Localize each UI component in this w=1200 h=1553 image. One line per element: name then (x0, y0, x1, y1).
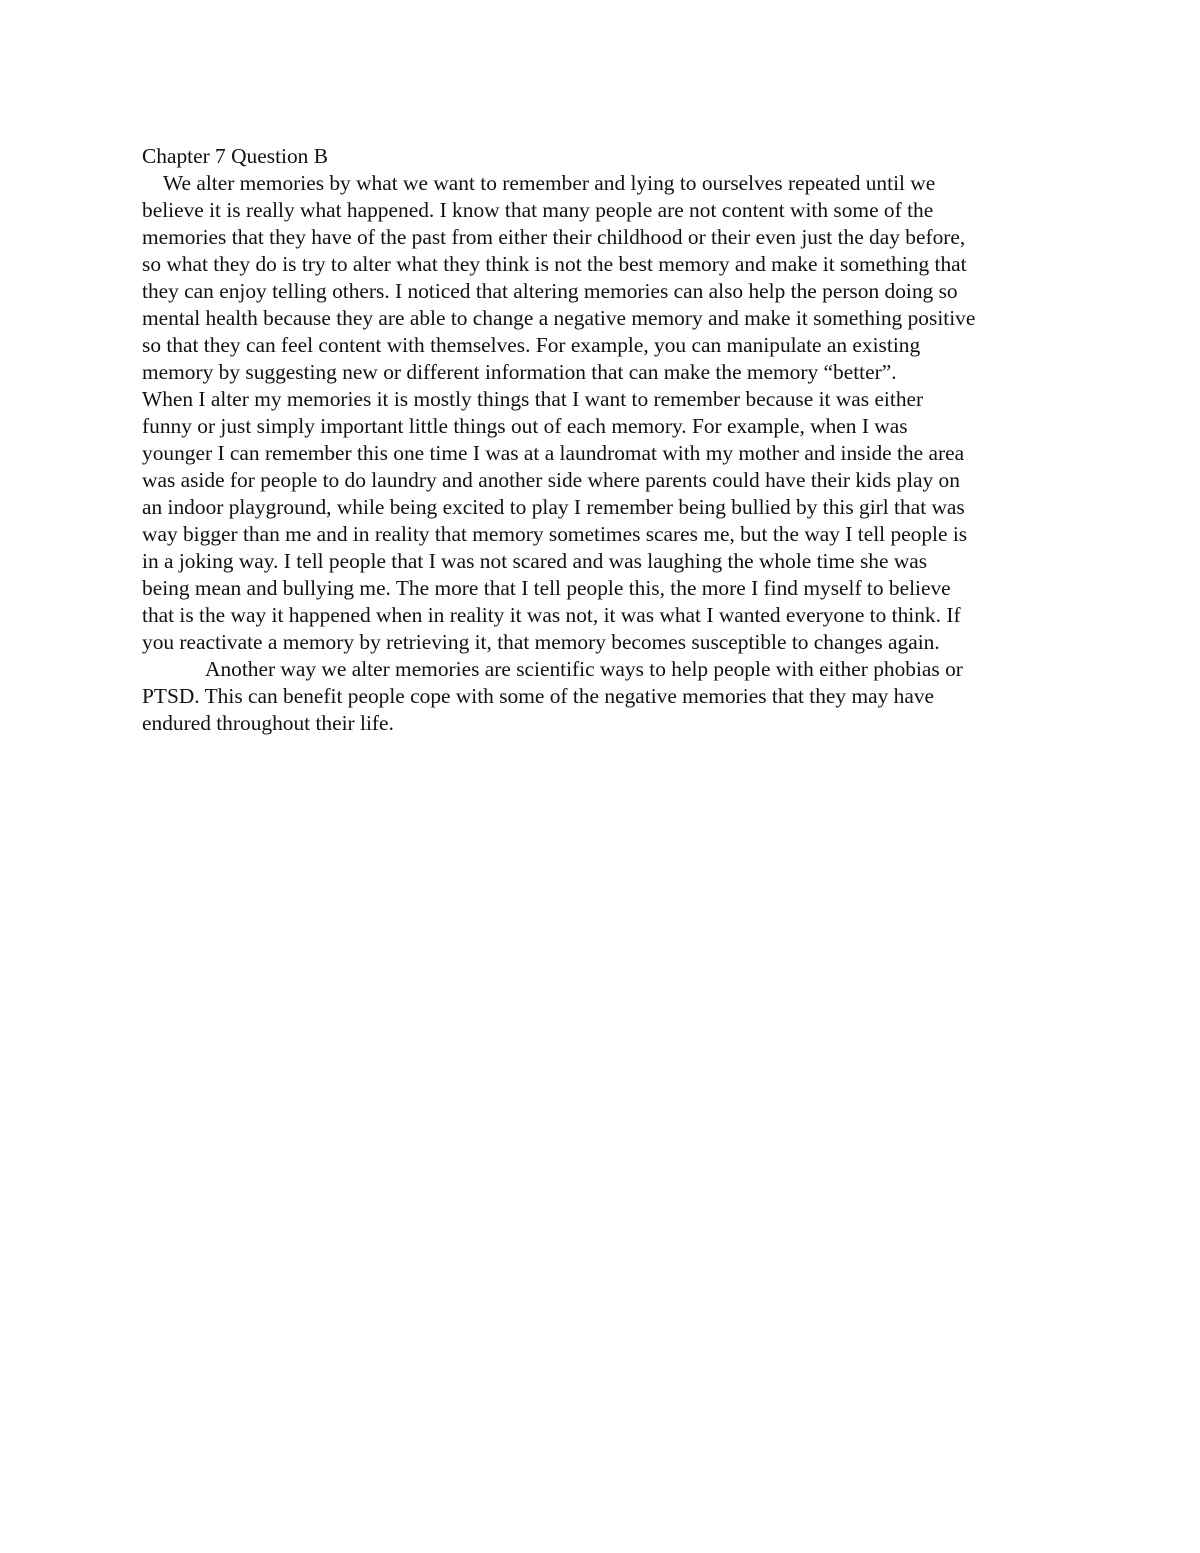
text-line: younger I can remember this one time I was at a laundromat with my mother and inside the area (142, 441, 965, 465)
text-line: Another way we alter memories are scientific ways to help people with either phobias or (142, 657, 963, 681)
text-line: was aside for people to do laundry and another side where parents could have their kids play on (142, 468, 960, 492)
text-line: in a joking way. I tell people that I was not scared and was laughing the whole time she was (142, 549, 928, 573)
text-line: way bigger than me and in reality that memory sometimes scares me, but the way I tell people is (142, 522, 968, 546)
text-line: they can enjoy telling others. I noticed that altering memories can also help the person doing so (142, 279, 958, 303)
text-line: you reactivate a memory by retrieving it, that memory becomes susceptible to changes again. (142, 630, 940, 654)
text-line: so what they do is try to alter what they think is not the best memory and make it something that (142, 252, 967, 276)
text-line: endured throughout their life. (142, 711, 394, 735)
text-line: We alter memories by what we want to remember and lying to ourselves repeated until we (142, 171, 936, 195)
text-line: PTSD. This can benefit people cope with some of the negative memories that they may have (142, 684, 935, 708)
text-line: an indoor playground, while being excited to play I remember being bullied by this girl that was (142, 495, 965, 519)
text-line: memories that they have of the past from either their childhood or their even just the day before, (142, 225, 966, 249)
text-line: When I alter my memories it is mostly things that I want to remember because it was either (142, 387, 924, 411)
text-line: being mean and bullying me. The more that I tell people this, the more I find myself to believe (142, 576, 951, 600)
text-line: memory by suggesting new or different information that can make the memory “better”. (142, 360, 897, 384)
text-line: that is the way it happened when in reality it was not, it was what I wanted everyone to think. If (142, 603, 961, 627)
text-line: so that they can feel content with themselves. For example, you can manipulate an existing (142, 333, 921, 357)
document-title: Chapter 7 Question B (142, 144, 328, 168)
text-line: funny or just simply important little things out of each memory. For example, when I was (142, 414, 908, 438)
document-body (142, 143, 1072, 737)
text-line: believe it is really what happened. I know that many people are not content with some of the (142, 198, 934, 222)
text-line: mental health because they are able to change a negative memory and make it something positive (142, 306, 976, 330)
